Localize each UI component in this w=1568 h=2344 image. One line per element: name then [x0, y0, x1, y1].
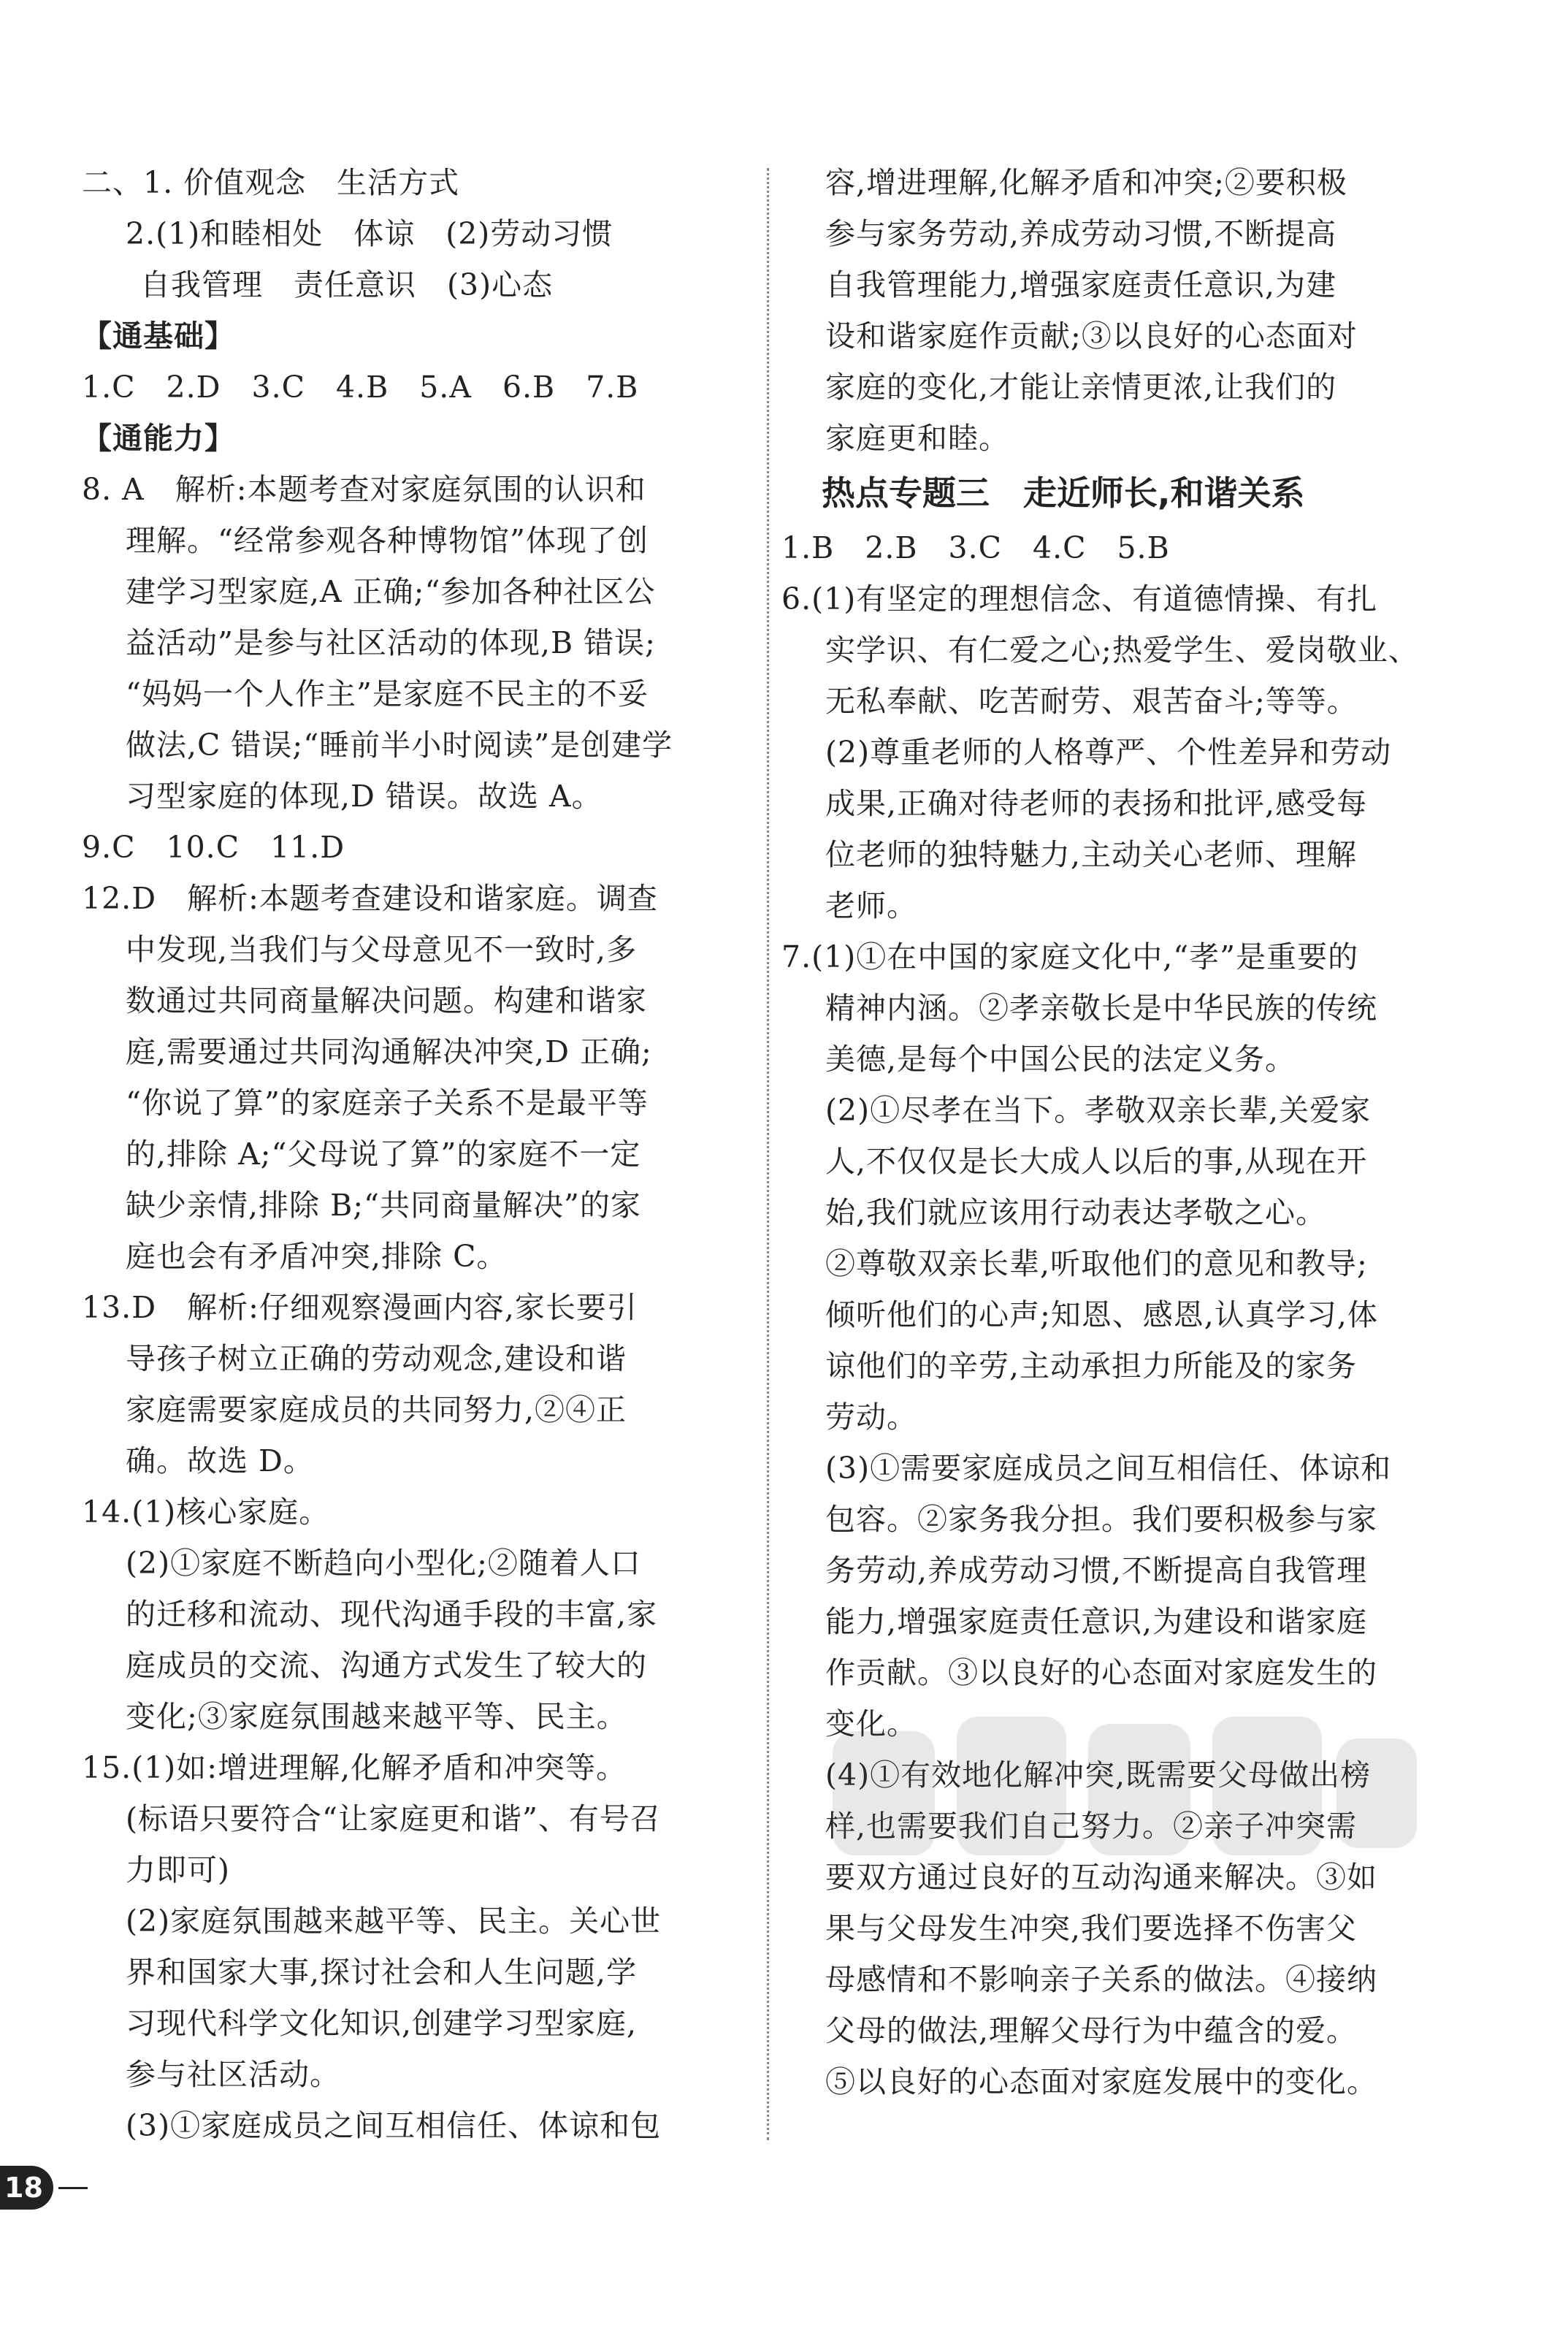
answer-line: 自我管理能力,增强家庭责任意识,为建 [825, 267, 1337, 302]
answer-line: 能力,增强家庭责任意识,为建设和谐家庭 [825, 1604, 1368, 1639]
answer-line: “妈妈一个人作主”是家庭不民主的不妥 [126, 676, 649, 711]
answer-line: 力即可) [126, 1852, 230, 1887]
answer-line: 习现代科学文化知识,创建学习型家庭, [126, 2006, 638, 2041]
answer-line: 家庭更和睦。 [825, 421, 1009, 456]
section-heading: 【通能力】 [82, 421, 235, 456]
answer-line: 参与家务劳动,养成劳动习惯,不断提高 [825, 216, 1337, 251]
answer-line: 自我管理 责任意识 (3)心态 [140, 267, 554, 302]
answer-line: 样,也需要我们自己努力。②亲子冲突需 [825, 1809, 1358, 1844]
answer-line: 作贡献。③以良好的心态面对家庭发生的 [825, 1655, 1377, 1690]
answer-line: 建学习型家庭,A 正确;“参加各种社区公 [126, 574, 656, 609]
answer-line: 习型家庭的体现,D 错误。故选 A。 [126, 779, 603, 814]
answer-line: 的迁移和流动、现代沟通手段的丰富,家 [126, 1597, 658, 1632]
answer-line: 1.B 2.B 3.C 4.C 5.B [781, 530, 1170, 565]
answer-line: 做法,C 错误;“睡前半小时阅读”是创建学 [126, 728, 673, 763]
answer-line: 庭成员的交流、沟通方式发生了较大的 [126, 1648, 647, 1683]
answer-line: (标语只要符合“让家庭更和谐”、有号召 [126, 1801, 661, 1836]
answer-line: 导孩子树立正确的劳动观念,建设和谐 [126, 1341, 627, 1376]
answer-line: 包容。②家务我分担。我们要积极参与家 [825, 1502, 1377, 1537]
answer-line: 变化。 [825, 1706, 917, 1741]
answer-line: (2)①家庭不断趋向小型化;②随着人口 [126, 1546, 641, 1581]
answer-line: 7.(1)①在中国的家庭文化中,“孝”是重要的 [781, 939, 1359, 974]
page-number-rule [58, 2187, 88, 2189]
answer-line: 界和国家大事,探讨社会和人生问题,学 [126, 1955, 638, 1990]
answer-line: (2)①尽孝在当下。孝敬双亲长辈,关爱家 [825, 1093, 1372, 1128]
answer-line: 设和谐家庭作贡献;③以良好的心态面对 [825, 318, 1358, 354]
answer-line: 精神内涵。②孝亲敬长是中华民族的传统 [825, 990, 1377, 1026]
left-column [82, 157, 754, 2151]
answer-line: 无私奉献、吃苦耐劳、艰苦奋斗;等等。 [825, 684, 1358, 719]
answer-line: 8. A 解析:本题考查对家庭氛围的认识和 [82, 472, 646, 507]
answer-line: 家庭的变化,才能让亲情更浓,让我们的 [825, 370, 1337, 405]
answer-line: 果与父母发生冲突,我们要选择不伤害父 [825, 1911, 1358, 1946]
right-column-continued-answer [781, 157, 1486, 464]
right-column-answers [781, 522, 1486, 2107]
answer-line: 1.C 2.D 3.C 4.B 5.A 6.B 7.B [82, 370, 639, 405]
answer-line: 参与社区活动。 [126, 2057, 340, 2092]
answer-line: 6.(1)有坚定的理想信念、有道德情操、有扎 [781, 581, 1378, 616]
answer-line: (2)家庭氛围越来越平等、民主。关心世 [126, 1904, 662, 1939]
answer-line: 容,增进理解,化解矛盾和冲突;②要积极 [825, 165, 1347, 200]
answer-line: 要双方通过良好的互动沟通来解决。③如 [825, 1860, 1377, 1895]
answer-line: 母感情和不影响亲子关系的做法。④接纳 [825, 1962, 1377, 1997]
answer-line: 谅他们的辛劳,主动承担力所能及的家务 [825, 1348, 1358, 1383]
answer-line: 15.(1)如:增进理解,化解矛盾和冲突等。 [82, 1750, 627, 1785]
answer-line: 成果,正确对待老师的表扬和批评,感受每 [825, 786, 1368, 821]
answer-line: (2)尊重老师的人格尊严、个性差异和劳动 [825, 735, 1392, 770]
answer-line: 数通过共同商量解决问题。构建和谐家 [126, 983, 647, 1018]
answer-line: (4)①有效地化解冲突,既需要父母做出榜 [825, 1757, 1372, 1793]
answer-line: 理解。“经常参观各种博物馆”体现了创 [126, 523, 649, 558]
answer-line: 美德,是每个中国公民的法定义务。 [825, 1042, 1296, 1077]
column-divider [767, 168, 769, 2140]
answer-line: 2.(1)和睦相处 体谅 (2)劳动习惯 [126, 216, 613, 251]
answer-line: 庭,需要通过共同沟通解决冲突,D 正确; [126, 1034, 652, 1069]
answer-line: 家庭需要家庭成员的共同努力,②④正 [126, 1392, 627, 1427]
answer-line: (3)①家庭成员之间互相信任、体谅和包 [126, 2108, 662, 2143]
answer-line: 中发现,当我们与父母意见不一致时,多 [126, 932, 638, 967]
answer-line: 倾听他们的心声;知恩、感恩,认真学习,体 [825, 1297, 1378, 1332]
answer-line: 确。故选 D。 [126, 1443, 314, 1478]
answer-line: 劳动。 [825, 1400, 917, 1435]
answer-line: 益活动”是参与社区活动的体现,B 错误; [126, 625, 656, 660]
answer-line: 务劳动,养成劳动习惯,不断提高自我管理 [825, 1553, 1368, 1588]
answer-line: 9.C 10.C 11.D [82, 830, 345, 865]
topic-title: 热点专题三 走近师长,和谐关系 [822, 473, 1305, 513]
answer-line: 人,不仅仅是长大成人以后的事,从现在开 [825, 1144, 1368, 1179]
right-column [781, 157, 1486, 2107]
answer-line: 老师。 [825, 888, 917, 923]
answer-line: 位老师的独特魅力,主动关心老师、理解 [825, 837, 1358, 872]
answer-line: 的,排除 A;“父母说了算”的家庭不一定 [126, 1137, 641, 1172]
answer-line: 父母的做法,理解父母行为中蕴含的爱。 [825, 2013, 1358, 2048]
answer-line: ⑤以良好的心态面对家庭发展中的变化。 [825, 2064, 1377, 2099]
answer-line: 变化;③家庭氛围越来越平等、民主。 [126, 1699, 627, 1734]
page-number: 18 [0, 2166, 53, 2210]
answer-line: 二、1. 价值观念 生活方式 [82, 165, 460, 200]
answer-line: 14.(1)核心家庭。 [82, 1494, 330, 1530]
answer-line: ②尊敬双亲长辈,听取他们的意见和教导; [825, 1246, 1368, 1281]
answer-line: (3)①需要家庭成员之间互相信任、体谅和 [825, 1451, 1392, 1486]
answer-line: 缺少亲情,排除 B;“共同商量解决”的家 [126, 1188, 641, 1223]
section-heading: 【通基础】 [82, 318, 235, 354]
answer-line: 13.D 解析:仔细观察漫画内容,家长要引 [82, 1290, 638, 1325]
answer-line: 实学识、有仁爱之心;热爱学生、爱岗敬业、 [825, 633, 1419, 668]
answer-line: 12.D 解析:本题考查建设和谐家庭。调查 [82, 881, 658, 916]
answer-line: “你说了算”的家庭亲子关系不是最平等 [126, 1085, 649, 1121]
answer-line: 始,我们就应该用行动表达孝敬之心。 [825, 1195, 1327, 1230]
answer-line: 庭也会有矛盾冲突,排除 C。 [126, 1239, 508, 1274]
